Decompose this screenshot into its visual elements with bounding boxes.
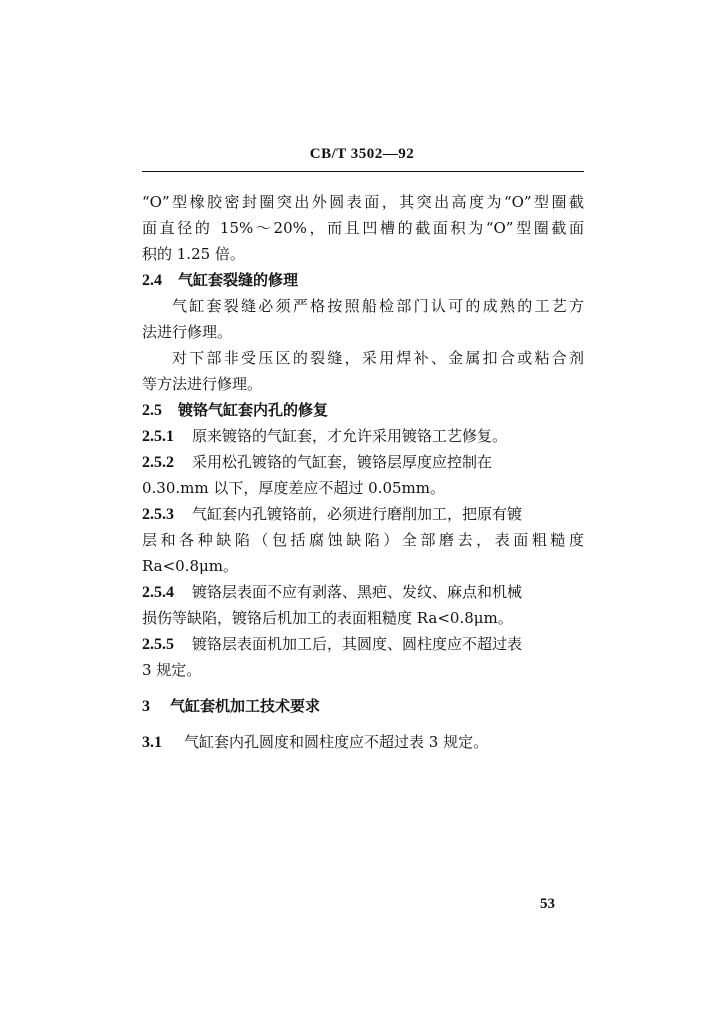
clause-2-5-5: [142, 631, 584, 657]
clause-number: 3.1: [142, 734, 162, 751]
section-number: 2.4: [142, 272, 162, 289]
body-line: 3 规定。: [142, 661, 202, 679]
clause-2-5-1: [142, 423, 584, 449]
section-number: 3: [142, 698, 150, 715]
body-line: 等方法进行修理。: [142, 375, 263, 393]
body-line: 气缸套裂缝必须严格按照船检部门认可的成熟的工艺方: [172, 297, 584, 315]
clause-text: 镀铬层表面机加工后，其圆度、圆柱度应不超过表: [192, 635, 523, 653]
clause-text: 采用松孔镀铬的气缸套，镀铬层厚度应控制在: [192, 453, 493, 471]
clause-text: 气缸套内孔镀铬前，必须进行磨削加工，把原有镀: [192, 505, 523, 523]
standard-code-header: CB/T 3502—92: [309, 146, 415, 162]
section-title: 气缸套机加工技术要求: [170, 697, 321, 715]
clause-text: 原来镀铬的气缸套，才允许采用镀铬工艺修复。: [192, 427, 508, 445]
clause-number: 2.5.4: [142, 584, 174, 601]
clause-number: 2.5.5: [142, 636, 174, 653]
document-body: [142, 189, 584, 755]
section-heading-2-4: [142, 267, 584, 293]
body-line: 面直径的 15%～20%，而且凹槽的截面积为“O”型圈截面: [142, 219, 584, 237]
body-line: 0.30.mm 以下，厚度差应不超过 0.05mm。: [142, 479, 445, 497]
body-line: 层和各种缺陷（包括腐蚀缺陷）全部磨去，表面粗糙度: [142, 531, 584, 549]
header-rule: [142, 171, 584, 172]
body-line: 法进行修理。: [142, 323, 233, 341]
clause-3-1: [142, 729, 584, 755]
body-line: 积的 1.25 倍。: [142, 245, 245, 263]
section-title: 气缸套裂缝的修理: [178, 271, 299, 289]
clause-2-5-4: [142, 579, 584, 605]
body-line: 对下部非受压区的裂缝，采用焊补、金属扣合或粘合剂: [172, 349, 584, 367]
body-line: “O”型橡胶密封圈突出外圆表面，其突出高度为“O”型圈截: [142, 193, 584, 211]
body-line: 损伤等缺陷，镀铬后机加工的表面粗糙度 Ra<0.8μm。: [142, 609, 513, 627]
clause-text: 气缸套内孔圆度和圆柱度应不超过表 3 规定。: [184, 733, 489, 751]
body-line: Ra<0.8μm。: [142, 557, 238, 575]
clause-number: 2.5.2: [142, 454, 174, 471]
section-title: 镀铬气缸套内孔的修复: [178, 401, 329, 419]
clause-2-5-2: [142, 449, 584, 475]
page-number: 53: [540, 896, 555, 912]
section-heading-2-5: [142, 397, 584, 423]
clause-number: 2.5.3: [142, 506, 174, 523]
spacer: [142, 719, 584, 729]
spacer: [142, 683, 584, 693]
clause-2-5-3: [142, 501, 584, 527]
clause-text: 镀铬层表面不应有剥落、黑疤、发纹、麻点和机械: [192, 583, 523, 601]
section-number: 2.5: [142, 402, 162, 419]
section-heading-3: [142, 693, 584, 719]
clause-number: 2.5.1: [142, 428, 174, 445]
